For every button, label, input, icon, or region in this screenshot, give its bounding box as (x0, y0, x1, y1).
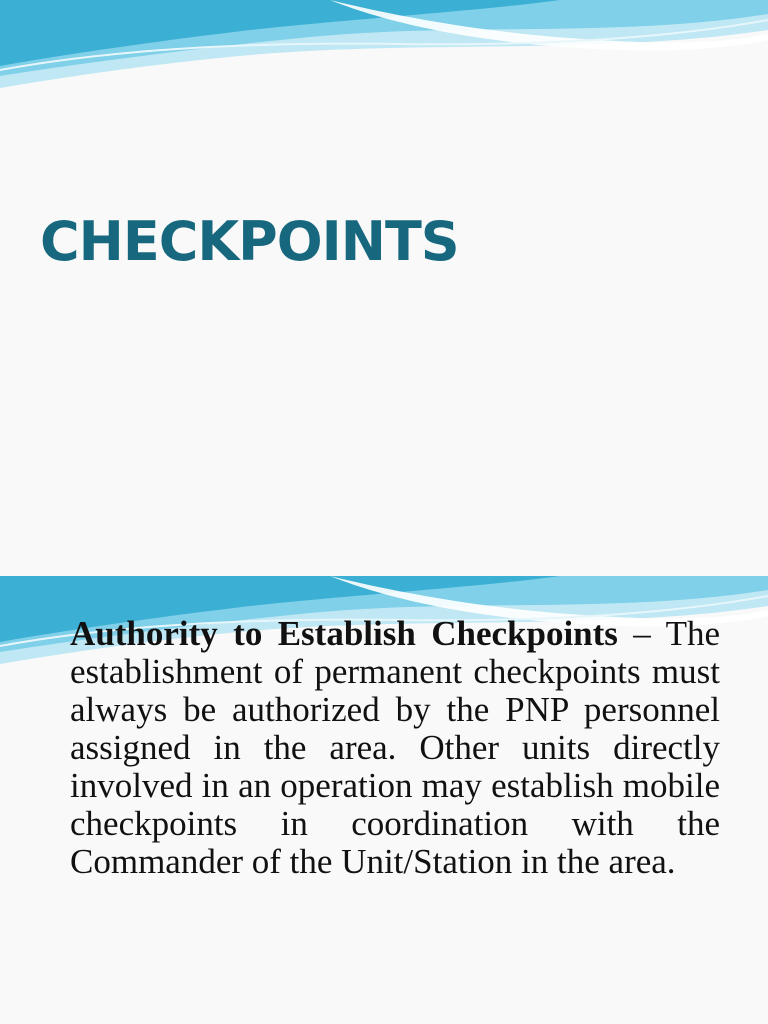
paragraph-body: The establishment of permanent checkpoints must always be authorized by the PNP personnel assigned in the area. Other units directly involved in an operation may establish mobile checkpoints in coordination with the Commander of the Unit/Station in the area. (70, 614, 720, 881)
paragraph-heading: Authority to Establish Checkpoints (70, 614, 618, 653)
slide-content (0, 512, 768, 1024)
heading-separator: – (617, 614, 666, 653)
slide-title-text: CHECKPOINTS (40, 210, 459, 273)
header-wave-decoration (0, 0, 768, 110)
body-paragraph (70, 615, 720, 881)
slide-top-margin (0, 512, 768, 576)
